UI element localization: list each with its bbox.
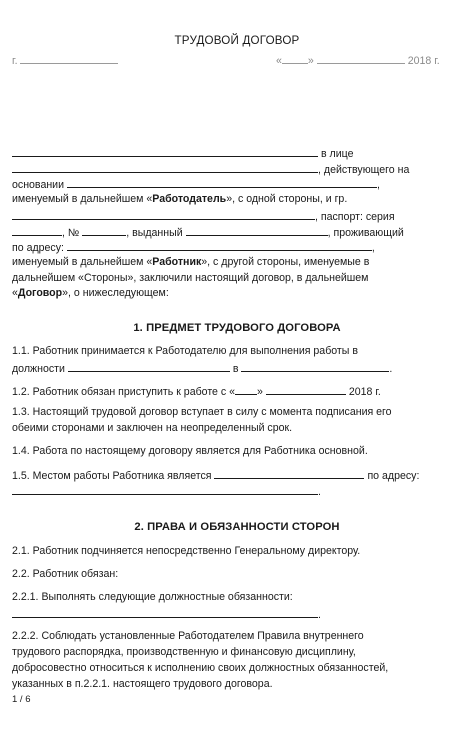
clause-1-1-line-1: 1.1. Работник принимается к Работодателю для выполнения работы в bbox=[12, 345, 358, 357]
clause-2-2: 2.2. Работник обязан: bbox=[12, 568, 119, 580]
period-text: . bbox=[389, 363, 393, 375]
employer-bold-text: Работодатель bbox=[152, 193, 227, 205]
clause-2-2-2-line-4: указанных в п.2.2.1. настоящего трудового договора. bbox=[12, 678, 273, 690]
date-open-quote: « bbox=[276, 55, 282, 67]
clause-2-2-2-line-2: трудового распорядка, производственную и финансовую дисциплину, bbox=[12, 646, 356, 658]
document-title: ТРУДОВОЙ ДОГОВОР bbox=[174, 34, 300, 47]
section-2-heading: 2. ПРАВА И ОБЯЗАННОСТИ СТОРОН bbox=[134, 521, 340, 533]
position-text: должности bbox=[12, 363, 65, 375]
month-blank[interactable] bbox=[317, 52, 405, 64]
comma-text: , bbox=[371, 242, 375, 254]
address-text: по адресу: bbox=[12, 242, 64, 254]
duties-blank[interactable] bbox=[12, 606, 318, 618]
start-month-blank[interactable] bbox=[266, 383, 346, 395]
clause-1-5-line-1 bbox=[12, 467, 419, 483]
clause-2-1: 2.1. Работник подчиняется непосредственно Генеральному директору. bbox=[12, 545, 361, 557]
preamble-line-8 bbox=[12, 255, 369, 269]
employer-post-text: », с одной стороны, и гр. bbox=[226, 193, 348, 205]
preamble-line-4 bbox=[12, 192, 347, 206]
clause-2-2-1: 2.2.1. Выполнять следующие должностные обязанности: bbox=[12, 591, 293, 603]
start-date-pre-text: 1.2. Работник обязан приступить к работе с « bbox=[12, 386, 236, 398]
page-number: 1 / 6 bbox=[12, 694, 31, 705]
passport-text: , паспорт: серия bbox=[315, 211, 395, 223]
year-suffix: 2018 г. bbox=[407, 55, 440, 67]
clause-2-2-1-blank-line bbox=[12, 606, 321, 622]
day-blank[interactable] bbox=[282, 52, 308, 64]
passport-series-blank[interactable] bbox=[12, 224, 62, 236]
workplace-blank[interactable] bbox=[214, 467, 364, 479]
employee-name-blank[interactable] bbox=[12, 208, 315, 220]
in-person-text: в лице bbox=[320, 148, 354, 160]
employee-post-text: », с другой стороны, именуемые в bbox=[201, 256, 370, 268]
contract-post-text: », о нижеследующем: bbox=[62, 287, 169, 299]
workplace-address-text: по адресу: bbox=[367, 470, 420, 482]
preamble-line-10 bbox=[12, 286, 169, 300]
workplace-text: 1.5. Местом работы Работника является bbox=[12, 470, 212, 482]
section-1-heading: 1. ПРЕДМЕТ ТРУДОВОГО ДОГОВОРА bbox=[133, 322, 341, 334]
contract-bold-text: Договор bbox=[17, 287, 63, 299]
period-text: . bbox=[318, 609, 321, 621]
basis-text: основании bbox=[12, 179, 65, 191]
start-date-quote: » bbox=[257, 386, 263, 398]
preamble-line-9: дальнейшем «Стороны», заключили настоящий договор, в дальнейшем bbox=[12, 272, 369, 284]
workplace-address-blank[interactable] bbox=[12, 483, 318, 495]
address-blank[interactable] bbox=[67, 239, 372, 251]
preamble-line-1 bbox=[12, 145, 353, 161]
employer-pre-text: именуемый в дальнейшем « bbox=[12, 193, 153, 205]
clause-1-4: 1.4. Работа по настоящему договору является для Работника основной. bbox=[12, 445, 368, 457]
clause-1-3-line-1: 1.3. Настоящий трудовой договор вступает в силу с момента подписания его bbox=[12, 406, 392, 418]
date-line bbox=[276, 52, 440, 68]
clause-1-2 bbox=[12, 383, 381, 399]
city-blank[interactable] bbox=[20, 52, 118, 64]
acting-on-text: , действующего на bbox=[318, 164, 410, 176]
city-line bbox=[12, 52, 118, 68]
representative-blank[interactable] bbox=[12, 161, 318, 173]
clause-1-1-line-2 bbox=[12, 360, 392, 376]
city-prefix: г. bbox=[12, 55, 18, 67]
number-text: , № bbox=[62, 227, 80, 239]
preamble-line-7 bbox=[12, 239, 375, 255]
clause-2-2-2-line-1: 2.2.2. Соблюдать установленные Работодателем Правила внутреннего bbox=[12, 630, 364, 642]
position-blank[interactable] bbox=[68, 360, 230, 372]
start-day-blank[interactable] bbox=[235, 383, 257, 395]
basis-blank[interactable] bbox=[67, 176, 377, 188]
issued-text: , выданный bbox=[126, 227, 183, 239]
in-text: в bbox=[232, 363, 239, 375]
preamble-line-6 bbox=[12, 224, 404, 240]
clause-2-2-2-line-3: добросовестно относиться к исполнению своих должностных обязанностей, bbox=[12, 662, 389, 674]
comma-text: , bbox=[376, 179, 380, 191]
contract-pre-text: « bbox=[12, 287, 18, 299]
employer-name-blank[interactable] bbox=[12, 145, 318, 157]
residing-text: , проживающий bbox=[327, 227, 404, 239]
preamble-line-3 bbox=[12, 176, 380, 192]
employee-bold-text: Работник bbox=[152, 256, 202, 268]
employee-pre-text: именуемый в дальнейшем « bbox=[12, 256, 153, 268]
date-close-quote: » bbox=[307, 55, 314, 67]
passport-number-blank[interactable] bbox=[82, 224, 126, 236]
issued-by-blank[interactable] bbox=[186, 224, 328, 236]
department-blank[interactable] bbox=[241, 360, 389, 372]
preamble-line-5 bbox=[12, 208, 395, 224]
clause-1-5-line-2 bbox=[12, 483, 321, 499]
preamble-line-2 bbox=[12, 161, 409, 177]
period-text: . bbox=[318, 486, 321, 498]
start-year-text: 2018 г. bbox=[348, 386, 381, 398]
clause-1-3-line-2: обеими сторонами и заключен на неопределенный срок. bbox=[12, 422, 293, 434]
